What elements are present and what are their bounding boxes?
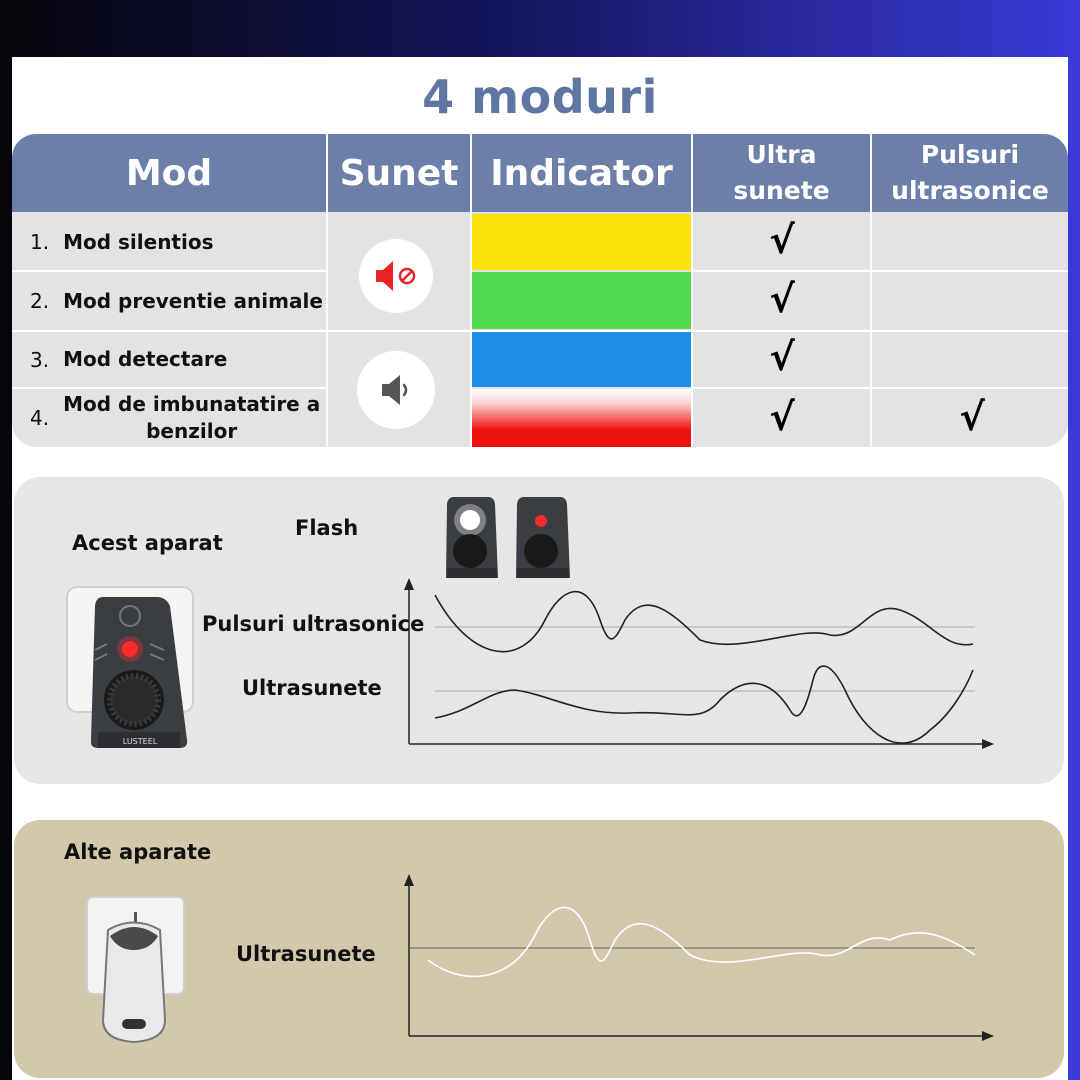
check-pulsuri-4: √ xyxy=(959,395,985,439)
other-wave-label: Ultrasunete xyxy=(236,942,376,966)
row-text-line2: benzilor xyxy=(146,419,238,443)
device-brand: LUSTEEL xyxy=(122,737,158,746)
header-ultrasunete-line2: sunete xyxy=(733,176,830,205)
check-ultrasunete-1: √ xyxy=(769,218,795,262)
row-number: 2. xyxy=(30,289,50,313)
check-ultrasunete-2: √ xyxy=(769,277,795,321)
wave-label-pulsuri: Pulsuri ultrasonice xyxy=(202,612,425,636)
row-number: 4. xyxy=(30,406,50,430)
row-number: 1. xyxy=(30,230,50,254)
check-ultrasunete-3: √ xyxy=(769,335,795,379)
this-device-label: Acest aparat xyxy=(72,531,223,555)
page-title: 4 moduri xyxy=(422,70,658,124)
other-device-image xyxy=(87,897,184,1042)
header-mod: Mod xyxy=(12,134,326,212)
row-number: 3. xyxy=(30,347,50,372)
header-ultrasunete-line1: Ultra xyxy=(746,140,817,169)
row-text-line1: Mod de imbunatatire a xyxy=(63,392,321,416)
flash-label: Flash xyxy=(295,516,359,540)
header-indicator: Indicator xyxy=(472,134,691,212)
other-devices-label: Alte aparate xyxy=(64,840,212,864)
other-ultrasunete-wave xyxy=(428,907,975,976)
header-sunet: Sunet xyxy=(328,134,470,212)
row-text: Mod silentios xyxy=(63,229,214,254)
header-pulsuri-line1: Pulsuri xyxy=(920,140,1020,169)
row-text: Mod detectare xyxy=(63,347,228,371)
wave-label-ultrasunete: Ultrasunete xyxy=(242,676,382,700)
row-text: Mod preventie animale xyxy=(63,288,323,313)
check-ultrasunete-4: √ xyxy=(769,395,795,439)
header-pulsuri-line2: ultrasonice xyxy=(891,176,1049,205)
